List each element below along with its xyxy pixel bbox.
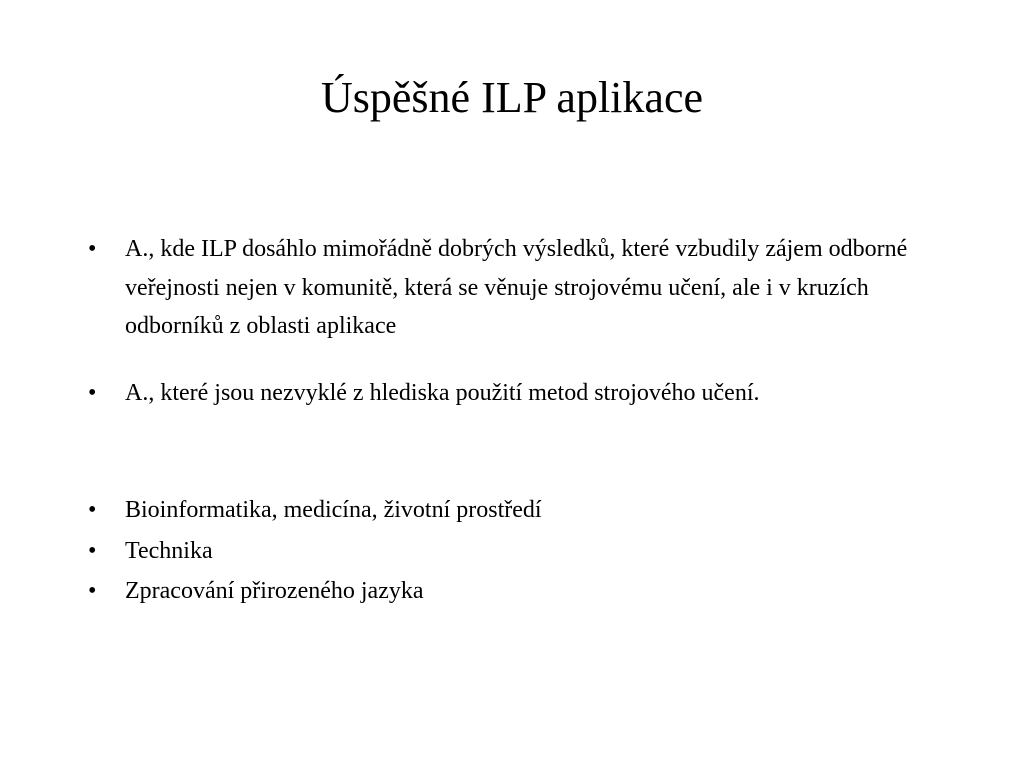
list-item-text: Zpracování přirozeného jazyka <box>125 578 424 604</box>
list-item <box>88 572 948 611</box>
list-item-text: Technika <box>125 537 213 564</box>
list-item <box>88 230 948 346</box>
list-item-text: A., které jsou nezvyklé z hlediska použití metod strojového učení. <box>125 379 760 406</box>
list-item-text: Bioinformatika, medicína, životní prostředí <box>125 497 542 523</box>
bullet-icon: • <box>88 537 97 564</box>
bullet-icon: • <box>88 379 97 406</box>
list-item-text: A., kde ILP dosáhlo mimořádně dobrých výsledků, které vzbudily zájem odborné veřejnosti nejen v komunitě, která se věnuje strojovému učení, ale i v kruzích odborníků z oblasti aplikace <box>125 236 908 339</box>
slide-title: Úspěšné ILP aplikace <box>320 73 703 122</box>
bullet-icon: • <box>88 236 97 262</box>
list-item <box>88 491 948 530</box>
bullet-icon: • <box>88 497 97 523</box>
bullet-list <box>88 230 948 611</box>
list-item <box>88 374 948 413</box>
list-item <box>88 532 948 571</box>
bullet-icon: • <box>88 578 97 604</box>
